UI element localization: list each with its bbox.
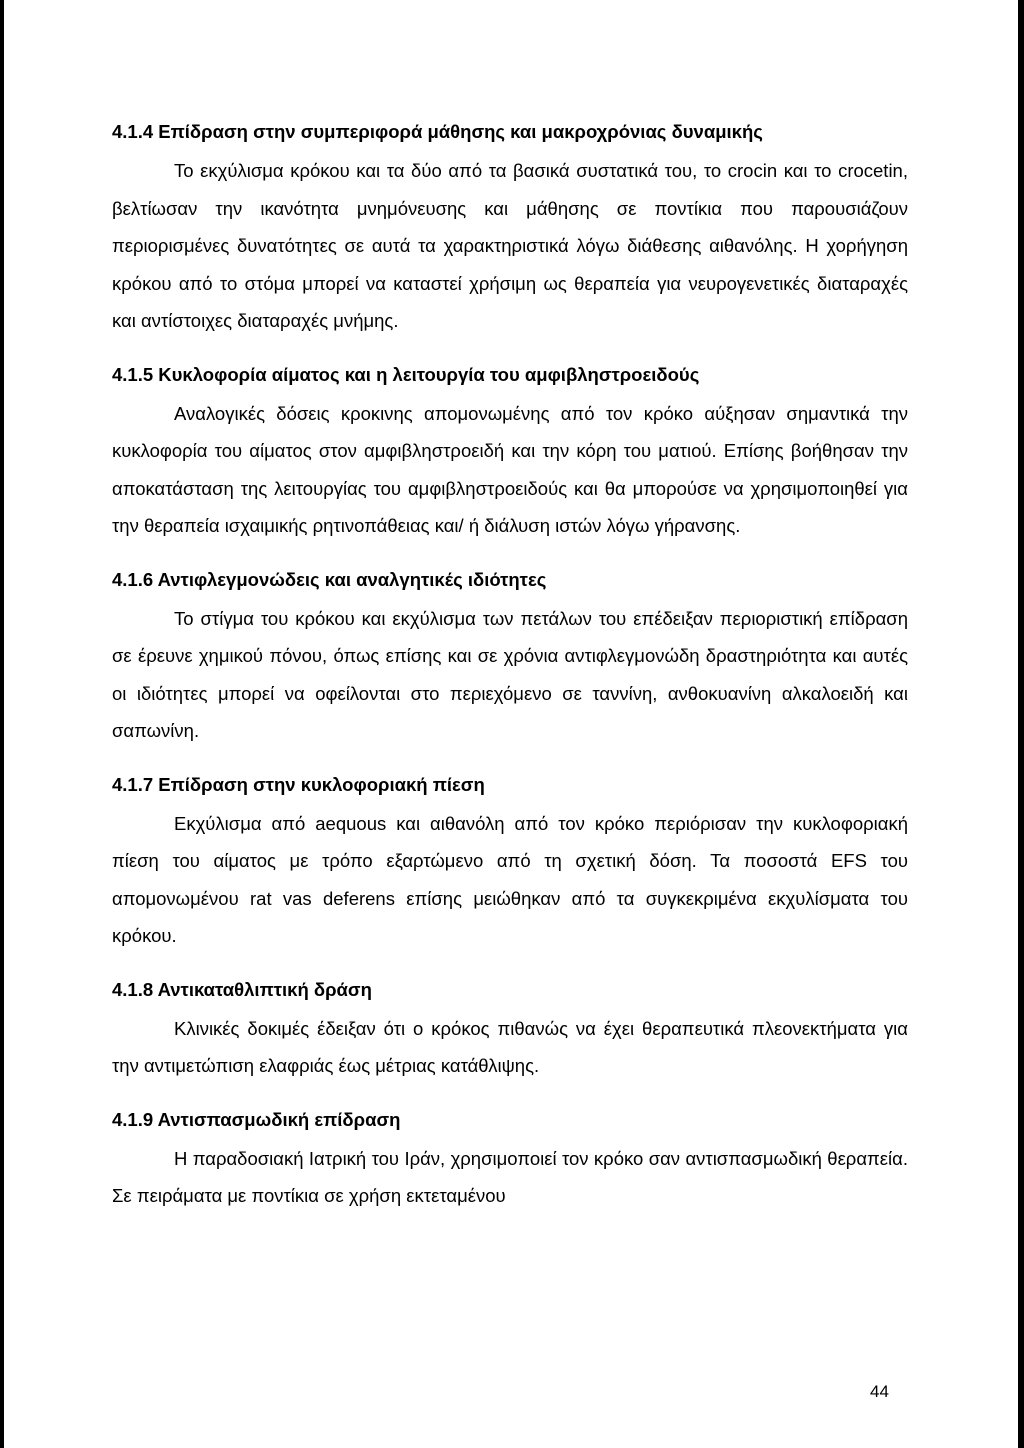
section-heading: 4.1.7 Επίδραση στην κυκλοφοριακή πίεση: [112, 773, 485, 795]
section-heading: 4.1.9 Αντισπασμωδική επίδραση: [112, 1108, 401, 1130]
section-4-1-8: [112, 974, 908, 1085]
section-paragraph: Το στίγμα του κρόκου και εκχύλισμα των πετάλων του επέδειξαν περιοριστική επίδραση σε έρευνε χημικού πόνου, όπως επίσης και σε χρόνια αντιφλεγμονώδη δραστηριότητα και αυτές οι ιδιότητες μπορεί να οφείλονται στο περιεχόμενο σε ταννίνη, ανθοκυανίνη αλκαλοειδή και σαπωνίνη.: [112, 607, 908, 741]
section-paragraph: Το εκχύλισμα κρόκου και τα δύο από τα βασικά συστατικά του, το crocin και το crocetin, βελτίωσαν την ικανότητα μνημόνευσης και μάθησης σε ποντίκια που παρουσιάζουν περιορισμένες δυνατότητες σε αυτά τα χαρακτηριστικά λόγω διάθεσης αιθανόλης. Η χορήγηση κρόκου από το στόμα μπορεί να καταστεί χρήσιμη ως θεραπεία για νευρογενετικές διαταραχές και αντίστοιχες διαταραχές μνήμης.: [112, 160, 908, 331]
section-4-1-7: [112, 769, 908, 955]
section-heading: 4.1.4 Επίδραση στην συμπεριφορά μάθησης και μακροχρόνιας δυναμικής: [112, 121, 763, 142]
section-paragraph: Κλινικές δοκιμές έδειξαν ότι ο κρόκος πιθανώς να έχει θεραπευτικά πλεονεκτήματα για την αντιμετώπιση ελαφριάς έως μέτριας κατάθλιψης.: [112, 1017, 908, 1076]
section-4-1-4: [112, 116, 908, 340]
section-4-1-5: [112, 359, 908, 545]
section-4-1-9: [112, 1104, 908, 1215]
section-paragraph: Εκχύλισμα από aequous και αιθανόλη από τον κρόκο περιόρισαν την κυκλοφοριακή πίεση του αίματος με τρόπο εξαρτώμενο από τη σχετική δόση. Τα ποσοστά EFS του απομονωμένου rat vas deferens επίσης μειώθηκαν από τα συγκεκριμένα εκχυλίσματα του κρόκου.: [112, 812, 908, 946]
section-heading: 4.1.5 Κυκλοφορία αίματος και η λειτουργία του αμφιβληστροειδούς: [112, 363, 700, 385]
section-paragraph: Η παραδοσιακή Ιατρική του Ιράν, χρησιμοποιεί τον κρόκο σαν αντισπασμωδική θεραπεία. Σε πειράματα με ποντίκια σε χρήση εκτεταμένου: [112, 1147, 908, 1206]
page-number: 44: [870, 1382, 889, 1401]
document-body: [112, 116, 908, 1234]
section-4-1-6: [112, 564, 908, 750]
section-heading: 4.1.8 Αντικαταθλιπτική δράση: [112, 978, 372, 1000]
section-heading: 4.1.6 Αντιφλεγμονώδεις και αναλγητικές ιδιότητες: [112, 568, 547, 590]
section-paragraph: Αναλογικές δόσεις κροκινης απομονωμένης από τον κρόκο αύξησαν σημαντικά την κυκλοφορία του αίματος στον αμφιβληστροειδή και την κόρη του ματιού. Επίσης βοήθησαν την αποκατάσταση της λειτουργίας του αμφιβληστροειδούς και θα μπορούσε να χρησιμοποιηθεί για την θεραπεία ισχαιμικής ρητινοπάθειας και/ ή διάλυση ιστών λόγω γήρανσης.: [112, 402, 908, 536]
